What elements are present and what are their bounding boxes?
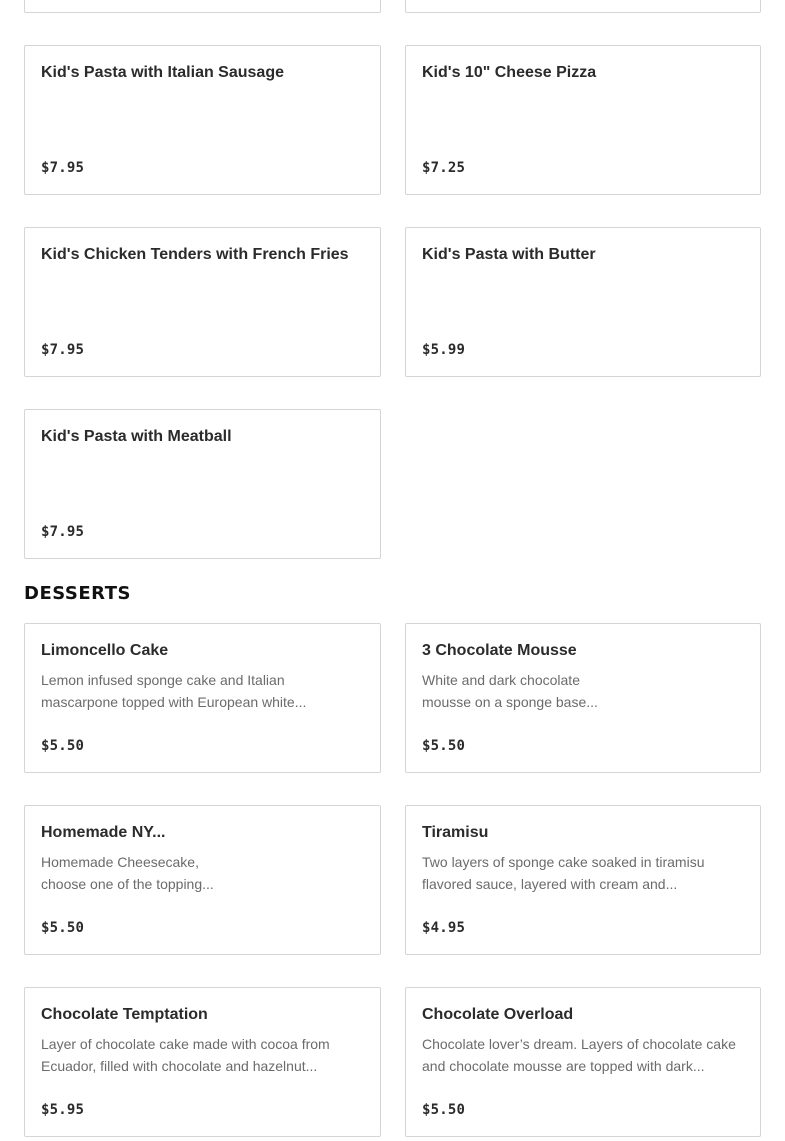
menu-item-card[interactable] bbox=[24, 45, 381, 195]
menu-item-name: Tiramisu bbox=[422, 824, 489, 841]
description-line: Layer of chocolate cake made with cocoa from bbox=[41, 1036, 330, 1052]
menu-item-description bbox=[422, 1033, 746, 1077]
menu-item-price: $7.25 bbox=[422, 160, 466, 176]
menu-item-name: Kid's Pasta with Meatball bbox=[41, 428, 232, 445]
menu-item-name: Kid's Pasta with Italian Sausage bbox=[41, 64, 284, 81]
menu-item-name: 3 Chocolate Mousse bbox=[422, 642, 577, 659]
menu-item-card[interactable] bbox=[24, 987, 381, 1137]
menu-item-name: Kid's Pasta with Butter bbox=[422, 246, 596, 263]
menu-item-card[interactable] bbox=[24, 805, 381, 955]
menu-item-card[interactable] bbox=[24, 623, 381, 773]
menu-item-price: $4.95 bbox=[422, 920, 466, 936]
menu-item-description bbox=[422, 669, 746, 713]
menu-item-card-partial[interactable] bbox=[405, 0, 761, 13]
description-line: flavored sauce, layered with cream and... bbox=[422, 876, 678, 892]
description-line: Ecuador, filled with chocolate and hazelnut... bbox=[41, 1058, 318, 1074]
menu-item-card[interactable] bbox=[24, 227, 381, 377]
section-title-desserts: DESSERTS bbox=[24, 583, 131, 604]
menu-item-description bbox=[41, 1033, 366, 1077]
menu-item-card[interactable] bbox=[405, 227, 761, 377]
description-line: choose one of the topping... bbox=[41, 876, 214, 892]
menu-item-name: Kid's Chicken Tenders with French Fries bbox=[41, 246, 349, 263]
menu-item-name: Chocolate Temptation bbox=[41, 1006, 208, 1023]
menu-item-name: Chocolate Overload bbox=[422, 1006, 574, 1023]
menu-item-price: $5.50 bbox=[41, 920, 85, 936]
description-line: mousse on a sponge base... bbox=[422, 694, 598, 710]
menu-item-card[interactable] bbox=[405, 623, 761, 773]
menu-item-price: $7.95 bbox=[41, 342, 85, 358]
menu-item-price: $7.95 bbox=[41, 524, 85, 540]
menu-item-name: Kid's 10" Cheese Pizza bbox=[422, 64, 597, 81]
menu-item-name: Homemade NY... bbox=[41, 824, 166, 841]
menu-item-name: Limoncello Cake bbox=[41, 642, 169, 659]
menu-item-card-partial[interactable] bbox=[24, 0, 381, 13]
menu-item-card[interactable] bbox=[405, 805, 761, 955]
menu-item-description bbox=[422, 851, 746, 895]
description-line: Chocolate lover’s dream. Layers of chocolate cake bbox=[422, 1036, 736, 1052]
menu-item-price: $5.50 bbox=[41, 738, 85, 754]
menu-item-price: $5.50 bbox=[422, 738, 466, 754]
description-line: Homemade Cheesecake, bbox=[41, 854, 199, 870]
menu-item-card[interactable] bbox=[24, 409, 381, 559]
menu-item-card[interactable] bbox=[405, 987, 761, 1137]
menu-item-description bbox=[41, 669, 366, 713]
menu-item-description bbox=[41, 851, 366, 895]
description-line: White and dark chocolate bbox=[422, 672, 580, 688]
menu-item-price: $5.99 bbox=[422, 342, 466, 358]
description-line: Lemon infused sponge cake and Italian bbox=[41, 672, 285, 688]
description-line: mascarpone topped with European white... bbox=[41, 694, 307, 710]
menu-item-price: $5.50 bbox=[422, 1102, 466, 1118]
menu-item-price: $7.95 bbox=[41, 160, 85, 176]
description-line: Two layers of sponge cake soaked in tiramisu bbox=[422, 854, 705, 870]
menu-item-card[interactable] bbox=[405, 45, 761, 195]
menu-item-price: $5.95 bbox=[41, 1102, 85, 1118]
description-line: and chocolate mousse are topped with dark... bbox=[422, 1058, 705, 1074]
